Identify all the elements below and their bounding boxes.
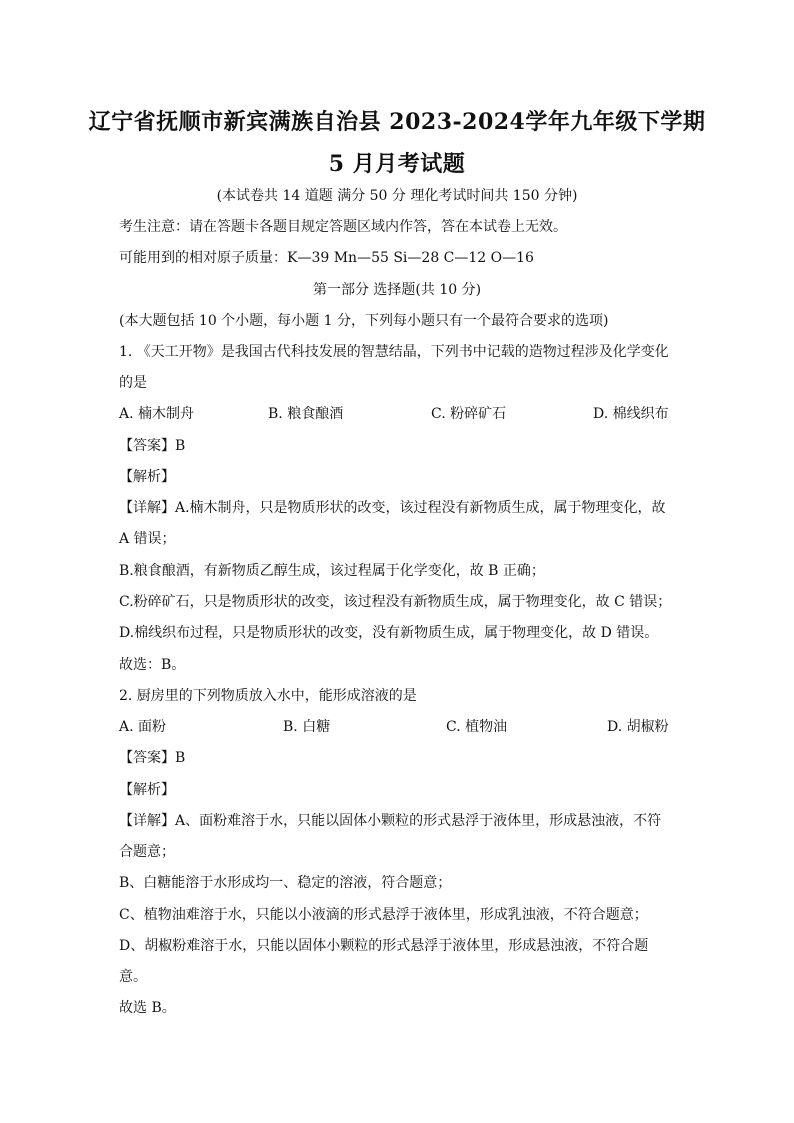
q2-detail-line5: D、胡椒粉难溶于水，只能以固体小颗粒的形式悬浮于液体里，形成悬浊液，不符合题 [119,938,649,954]
q1-detail-line3: B.粮食酿酒，有新物质乙醇生成，该过程属于化学变化，故 B 正确； [119,563,545,579]
q2-option-a: A. 面粉 [119,719,167,735]
q2-option-d: D. 胡椒粉 [607,719,669,735]
q1-option-b: B. 粮食酿酒 [268,406,344,422]
q2-detail-line1: 【详解】A、面粉难溶于水，只能以固体小颗粒的形式悬浮于液体里，形成悬浊液，不符 [119,813,662,829]
q2-detail-line3: B、白糖能溶于水形成均一、稳定的溶液，符合题意； [119,875,452,891]
q2-stem: 2. 厨房里的下列物质放入水中，能形成溶液的是 [119,688,417,704]
q2-option-c: C. 植物油 [446,719,508,735]
q1-analysis-heading: 【解析】 [119,469,175,485]
q2-answer: 【答案】B [119,750,186,766]
q1-stem-line1: 1. 《天工开物》是我国古代科技发展的智慧结晶，下列书中记载的造物过程涉及化学变化 [119,344,669,360]
q2-detail-line2: 合题意； [119,844,175,860]
q1-answer: 【答案】B [119,438,186,454]
section-title: 第一部分 选择题(共 10 分) [312,282,482,298]
q1-detail-line2: A 错误； [119,531,176,547]
exam-title-line2: 5 月月考试题 [328,151,466,177]
q1-option-c: C. 粉碎矿石 [431,406,507,422]
q1-conclusion: 故选：B。 [119,657,186,673]
q1-stem-line2: 的是 [119,375,147,391]
exam-info: (本试卷共 14 道题 满分 50 分 理化考试时间共 150 分钟) [216,188,578,204]
q1-detail-line1: 【详解】A.楠木制舟，只是物质形状的改变，该过程没有新物质生成，属于物理变化，故 [119,500,666,516]
exam-title-line1: 辽宁省抚顺市新宾满族自治县 2023-2024学年九年级下学期 [88,109,706,135]
section-description: (本大题包括 10 个小题，每小题 1 分，下列每小题只有一个最符合要求的选项) [119,313,609,329]
q1-option-a: A. 楠木制舟 [119,406,195,422]
q2-analysis-heading: 【解析】 [119,782,175,798]
atomic-mass-note: 可能用到的相对原子质量：K—39 Mn—55 Si—28 C—12 O—16 [119,250,534,266]
q1-option-d: D. 棉线织布 [593,406,669,422]
q1-detail-line4: C.粉碎矿石，只是物质形状的改变，该过程没有新物质生成，属于物理变化，故 C 错误； [119,594,672,610]
q2-conclusion: 故选 B。 [119,1000,176,1016]
q2-option-b: B. 白糖 [283,719,331,735]
q2-detail-line6: 意。 [119,969,147,985]
q2-detail-line4: C、植物油难溶于水，只能以小液滴的形式悬浮于液体里，形成乳浊液，不符合题意； [119,907,648,923]
q1-detail-line5: D.棉线织布过程，只是物质形状的改变，没有新物质生成，属于物理变化，故 D 错误。 [119,625,659,641]
exam-notice: 考生注意：请在答题卡各题目规定答题区域内作答，答在本试卷上无效。 [119,219,567,235]
